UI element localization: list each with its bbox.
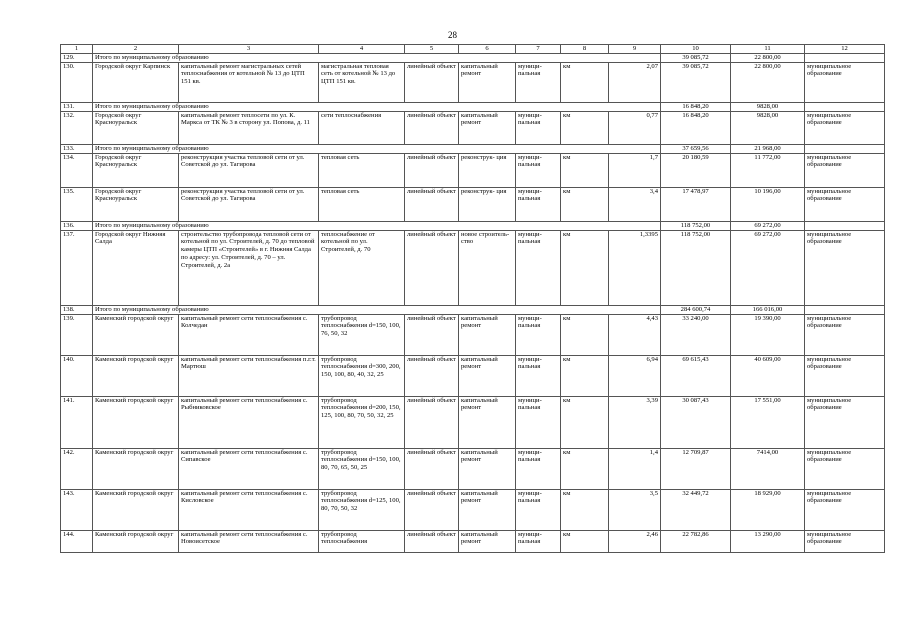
object-kind: линейный объект bbox=[405, 230, 459, 305]
subsidy: 18 929,00 bbox=[731, 489, 805, 530]
subsidy: 40 609,00 bbox=[731, 355, 805, 396]
unit: км bbox=[561, 448, 609, 489]
municipality: Каменский городской округ bbox=[93, 489, 179, 530]
work-name: капитальный ремонт сети теплоснабжения п.г.т. Мартюш bbox=[179, 355, 319, 396]
subsidy: 22 800,00 bbox=[731, 62, 805, 102]
row-number: 139. bbox=[61, 314, 93, 355]
unit: км bbox=[561, 530, 609, 552]
ownership: муници- пальная bbox=[516, 153, 561, 187]
quantity: 0,77 bbox=[609, 111, 661, 144]
data-table bbox=[60, 44, 885, 553]
quantity: 6,94 bbox=[609, 355, 661, 396]
unit: км bbox=[561, 314, 609, 355]
municipality: Каменский городской округ bbox=[93, 530, 179, 552]
ownership: муници- пальная bbox=[516, 489, 561, 530]
object-name: трубопровод теплоснабжения d=200, 150, 125, 100, 80, 70, 50, 32, 25 bbox=[319, 396, 405, 448]
empty-cell bbox=[805, 144, 885, 153]
table-row bbox=[61, 314, 885, 355]
ownership: муници- пальная bbox=[516, 530, 561, 552]
object-name: трубопровод теплоснабжения d=125, 100, 80, 70, 50, 32 bbox=[319, 489, 405, 530]
total-cost: 118 752,00 bbox=[661, 221, 731, 230]
column-number: 11 bbox=[731, 45, 805, 54]
unit: км bbox=[561, 153, 609, 187]
row-number: 134. bbox=[61, 153, 93, 187]
work-name: капитальный ремонт сети теплоснабжения с. Колчедан bbox=[179, 314, 319, 355]
quantity: 2,07 bbox=[609, 62, 661, 102]
object-name: магистральная тепловая сеть от котельной № 13 до ЦТП 151 кв. bbox=[319, 62, 405, 102]
work-type: капитальный ремонт bbox=[459, 448, 516, 489]
subsidy: 69 272,00 bbox=[731, 230, 805, 305]
subsidy: 17 551,00 bbox=[731, 396, 805, 448]
work-name: капитальный ремонт сети теплоснабжения с. Сипавское bbox=[179, 448, 319, 489]
recipient: муниципальное образование bbox=[805, 448, 885, 489]
total-subsidy: 21 968,00 bbox=[731, 144, 805, 153]
municipality: Городской округ Карпинск bbox=[93, 62, 179, 102]
ownership: муници- пальная bbox=[516, 62, 561, 102]
column-number: 2 bbox=[93, 45, 179, 54]
municipality: Городской округ Красноуральск bbox=[93, 187, 179, 221]
recipient: муниципальное образование bbox=[805, 230, 885, 305]
cost: 33 240,00 bbox=[661, 314, 731, 355]
municipality: Городской округ Красноуральск bbox=[93, 111, 179, 144]
recipient: муниципальное образование bbox=[805, 530, 885, 552]
subsidy: 11 772,00 bbox=[731, 153, 805, 187]
municipality: Каменский городской округ bbox=[93, 355, 179, 396]
row-number: 133. bbox=[61, 144, 93, 153]
quantity: 4,43 bbox=[609, 314, 661, 355]
work-type: капитальный ремонт bbox=[459, 62, 516, 102]
total-label: Итого по муниципальному образованию bbox=[93, 144, 661, 153]
object-name: тепловая сеть bbox=[319, 187, 405, 221]
work-name: капитальный ремонт сети теплоснабжения с. Кисловское bbox=[179, 489, 319, 530]
recipient: муниципальное образование bbox=[805, 355, 885, 396]
object-name: трубопровод теплоснабжения d=150, 100, 80, 70, 65, 50, 25 bbox=[319, 448, 405, 489]
municipality: Каменский городской округ bbox=[93, 396, 179, 448]
work-type: капитальный ремонт bbox=[459, 396, 516, 448]
object-name: теплоснабжение от котельной по ул. Строителей, д. 70 bbox=[319, 230, 405, 305]
quantity: 1,4 bbox=[609, 448, 661, 489]
table-header-row bbox=[61, 45, 885, 54]
unit: км bbox=[561, 62, 609, 102]
unit: км bbox=[561, 355, 609, 396]
work-type: капитальный ремонт bbox=[459, 530, 516, 552]
recipient: муниципальное образование bbox=[805, 314, 885, 355]
unit: км bbox=[561, 396, 609, 448]
cost: 16 848,20 bbox=[661, 111, 731, 144]
quantity: 1,3395 bbox=[609, 230, 661, 305]
object-kind: линейный объект bbox=[405, 187, 459, 221]
recipient: муниципальное образование bbox=[805, 62, 885, 102]
total-subsidy: 69 272,00 bbox=[731, 221, 805, 230]
table-row bbox=[61, 448, 885, 489]
work-name: строительство трубопровода тепловой сети от котельной по ул. Строителей, д. 70 до тепловой камеры ЦТП «Строителей» в г. Нижняя Салда по адресу: ул. Строителей, д. 70 – ул. Строителей, д. 2а bbox=[179, 230, 319, 305]
row-number: 142. bbox=[61, 448, 93, 489]
object-kind: линейный объект bbox=[405, 448, 459, 489]
quantity: 3,4 bbox=[609, 187, 661, 221]
cost: 22 782,86 bbox=[661, 530, 731, 552]
object-name: тепловая сеть bbox=[319, 153, 405, 187]
ownership: муници- пальная bbox=[516, 355, 561, 396]
table-row bbox=[61, 111, 885, 144]
subsidy: 9828,00 bbox=[731, 111, 805, 144]
total-label: Итого по муниципальному образованию bbox=[93, 102, 661, 111]
empty-cell bbox=[805, 305, 885, 314]
table-row bbox=[61, 153, 885, 187]
column-number: 3 bbox=[179, 45, 319, 54]
total-label: Итого по муниципальному образованию bbox=[93, 221, 661, 230]
work-type: капитальный ремонт bbox=[459, 314, 516, 355]
row-number: 136. bbox=[61, 221, 93, 230]
subsidy: 10 196,00 bbox=[731, 187, 805, 221]
total-cost: 284 600,74 bbox=[661, 305, 731, 314]
object-name: трубопровод теплоснабжения d=300, 200, 150, 100, 80, 40, 32, 25 bbox=[319, 355, 405, 396]
ownership: муници- пальная bbox=[516, 187, 561, 221]
table-row bbox=[61, 355, 885, 396]
table-row bbox=[61, 62, 885, 102]
total-subsidy: 22 800,00 bbox=[731, 53, 805, 62]
recipient: муниципальное образование bbox=[805, 187, 885, 221]
work-name: капитальный ремонт магистральных сетей теплоснабжения от котельной № 13 до ЦТП 151 кв. bbox=[179, 62, 319, 102]
ownership: муници- пальная bbox=[516, 230, 561, 305]
recipient: муниципальное образование bbox=[805, 489, 885, 530]
column-number: 12 bbox=[805, 45, 885, 54]
column-number: 5 bbox=[405, 45, 459, 54]
object-name: трубопровод теплоснабжения d=150, 100, 76, 50, 32 bbox=[319, 314, 405, 355]
subsidy: 19 390,00 bbox=[731, 314, 805, 355]
work-name: капитальный ремонт сети теплоснабжения с. Рыбниковское bbox=[179, 396, 319, 448]
quantity: 3,5 bbox=[609, 489, 661, 530]
work-type: реконструк- ция bbox=[459, 153, 516, 187]
ownership: муници- пальная bbox=[516, 448, 561, 489]
empty-cell bbox=[805, 53, 885, 62]
column-number: 1 bbox=[61, 45, 93, 54]
total-subsidy: 166 016,00 bbox=[731, 305, 805, 314]
table-row bbox=[61, 396, 885, 448]
row-number: 138. bbox=[61, 305, 93, 314]
total-subsidy: 9828,00 bbox=[731, 102, 805, 111]
table-row bbox=[61, 530, 885, 552]
table-total-row bbox=[61, 221, 885, 230]
municipality: Городской округ Красноуральск bbox=[93, 153, 179, 187]
row-number: 141. bbox=[61, 396, 93, 448]
row-number: 135. bbox=[61, 187, 93, 221]
cost: 39 085,72 bbox=[661, 62, 731, 102]
column-number: 9 bbox=[609, 45, 661, 54]
row-number: 140. bbox=[61, 355, 93, 396]
row-number: 137. bbox=[61, 230, 93, 305]
table-total-row bbox=[61, 102, 885, 111]
cost: 69 615,43 bbox=[661, 355, 731, 396]
cost: 30 087,43 bbox=[661, 396, 731, 448]
total-cost: 37 659,56 bbox=[661, 144, 731, 153]
quantity: 1,7 bbox=[609, 153, 661, 187]
work-type: реконструк- ция bbox=[459, 187, 516, 221]
column-number: 4 bbox=[319, 45, 405, 54]
object-kind: линейный объект bbox=[405, 111, 459, 144]
row-number: 132. bbox=[61, 111, 93, 144]
object-kind: линейный объект bbox=[405, 489, 459, 530]
row-number: 144. bbox=[61, 530, 93, 552]
work-type: капитальный ремонт bbox=[459, 111, 516, 144]
table-total-row bbox=[61, 53, 885, 62]
object-kind: линейный объект bbox=[405, 396, 459, 448]
total-label: Итого по муниципальному образованию bbox=[93, 305, 661, 314]
work-type: капитальный ремонт bbox=[459, 355, 516, 396]
ownership: муници- пальная bbox=[516, 314, 561, 355]
ownership: муници- пальная bbox=[516, 396, 561, 448]
table-row bbox=[61, 187, 885, 221]
empty-cell bbox=[805, 221, 885, 230]
object-name: трубопровод теплоснабжения bbox=[319, 530, 405, 552]
table-total-row bbox=[61, 144, 885, 153]
object-kind: линейный объект bbox=[405, 314, 459, 355]
unit: км bbox=[561, 230, 609, 305]
table-total-row bbox=[61, 305, 885, 314]
page-number: 28 bbox=[448, 30, 457, 40]
column-number: 10 bbox=[661, 45, 731, 54]
work-name: капитальный ремонт теплосети по ул. К. Маркса от ТК № 3 в сторону ул. Попова, д. 11 bbox=[179, 111, 319, 144]
quantity: 2,46 bbox=[609, 530, 661, 552]
total-label: Итого по муниципальному образованию bbox=[93, 53, 661, 62]
work-type: капитальный ремонт bbox=[459, 489, 516, 530]
column-number: 6 bbox=[459, 45, 516, 54]
cost: 118 752,00 bbox=[661, 230, 731, 305]
table-row bbox=[61, 230, 885, 305]
row-number: 143. bbox=[61, 489, 93, 530]
municipality: Каменский городской округ bbox=[93, 314, 179, 355]
column-number: 8 bbox=[561, 45, 609, 54]
unit: км bbox=[561, 111, 609, 144]
empty-cell bbox=[805, 102, 885, 111]
work-name: реконструкция участка тепловой сети от ул. Советской до ул. Тагирова bbox=[179, 187, 319, 221]
object-name: сети теплоснабжения bbox=[319, 111, 405, 144]
unit: км bbox=[561, 489, 609, 530]
recipient: муниципальное образование bbox=[805, 396, 885, 448]
cost: 17 478,97 bbox=[661, 187, 731, 221]
subsidy: 7414,00 bbox=[731, 448, 805, 489]
total-cost: 39 085,72 bbox=[661, 53, 731, 62]
object-kind: линейный объект bbox=[405, 530, 459, 552]
cost: 20 180,59 bbox=[661, 153, 731, 187]
work-type: новое строитель- ство bbox=[459, 230, 516, 305]
object-kind: линейный объект bbox=[405, 62, 459, 102]
subsidy: 13 290,00 bbox=[731, 530, 805, 552]
municipality: Городской округ Нижняя Салда bbox=[93, 230, 179, 305]
work-name: капитальный ремонт сети теплоснабжения с. Новоисетское bbox=[179, 530, 319, 552]
recipient: муниципальное образование bbox=[805, 153, 885, 187]
row-number: 130. bbox=[61, 62, 93, 102]
unit: км bbox=[561, 187, 609, 221]
ownership: муници- пальная bbox=[516, 111, 561, 144]
recipient: муниципальное образование bbox=[805, 111, 885, 144]
work-name: реконструкция участка тепловой сети от ул. Советской до ул. Тагирова bbox=[179, 153, 319, 187]
column-number: 7 bbox=[516, 45, 561, 54]
cost: 12 709,87 bbox=[661, 448, 731, 489]
table-row bbox=[61, 489, 885, 530]
total-cost: 16 848,20 bbox=[661, 102, 731, 111]
row-number: 131. bbox=[61, 102, 93, 111]
quantity: 3,39 bbox=[609, 396, 661, 448]
cost: 32 449,72 bbox=[661, 489, 731, 530]
row-number: 129. bbox=[61, 53, 93, 62]
object-kind: линейный объект bbox=[405, 153, 459, 187]
municipality: Каменский городской округ bbox=[93, 448, 179, 489]
object-kind: линейный объект bbox=[405, 355, 459, 396]
